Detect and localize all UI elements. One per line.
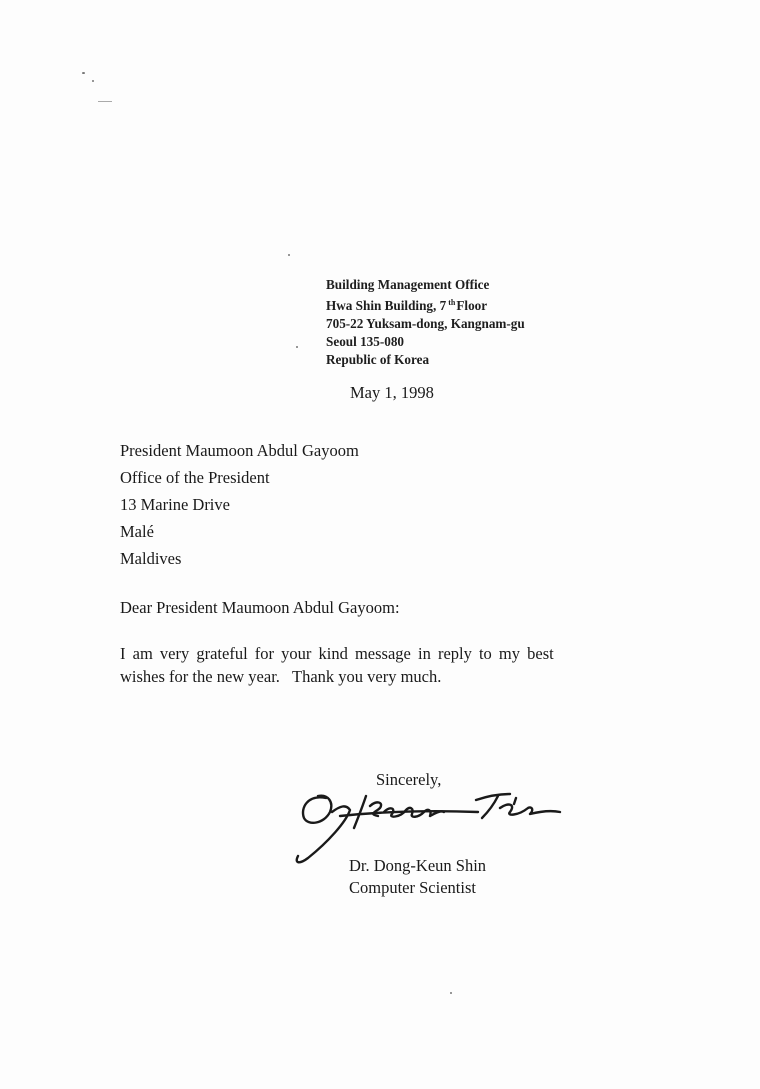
- scan-speck: [82, 72, 85, 74]
- signer-block: [349, 855, 486, 899]
- letter-date: May 1, 1998: [350, 383, 434, 402]
- sender-country: Republic of Korea: [326, 352, 430, 367]
- recipient-office: Office of the President: [120, 468, 270, 487]
- signer-name: Dr. Dong-Keun Shin: [349, 856, 487, 875]
- recipient-city: Malé: [120, 522, 154, 541]
- salutation: Dear President Maumoon Abdul Gayoom:: [120, 598, 400, 617]
- sender-address: [326, 276, 525, 369]
- recipient-address: [120, 437, 359, 572]
- recipient-street: 13 Marine Drive: [120, 495, 230, 514]
- recipient-name: President Maumoon Abdul Gayoom: [120, 441, 359, 460]
- letter-body: [120, 642, 554, 688]
- sender-city: Seoul 135-080: [326, 334, 405, 349]
- body-line: I am very grateful for your kind message in reply to my best: [120, 644, 554, 663]
- sender-building: [326, 294, 525, 315]
- scan-speck: [296, 346, 298, 348]
- scan-speck: [288, 254, 290, 256]
- sender-building-suffix: Floor: [456, 298, 488, 313]
- sender-building-ordinal: th: [448, 298, 456, 307]
- sender-street: 705-22 Yuksam-dong, Kangnam-gu: [326, 316, 525, 331]
- sender-building-prefix: Hwa Shin Building, 7: [326, 298, 447, 313]
- scan-speck: [98, 101, 112, 102]
- signer-title: Computer Scientist: [349, 878, 476, 897]
- recipient-country: Maldives: [120, 549, 182, 568]
- sender-office: Building Management Office: [326, 277, 490, 292]
- closing: Sincerely,: [376, 770, 442, 789]
- scan-speck: [450, 992, 452, 994]
- scan-speck: [92, 80, 94, 82]
- body-line: wishes for the new year. Thank you very much.: [120, 667, 442, 686]
